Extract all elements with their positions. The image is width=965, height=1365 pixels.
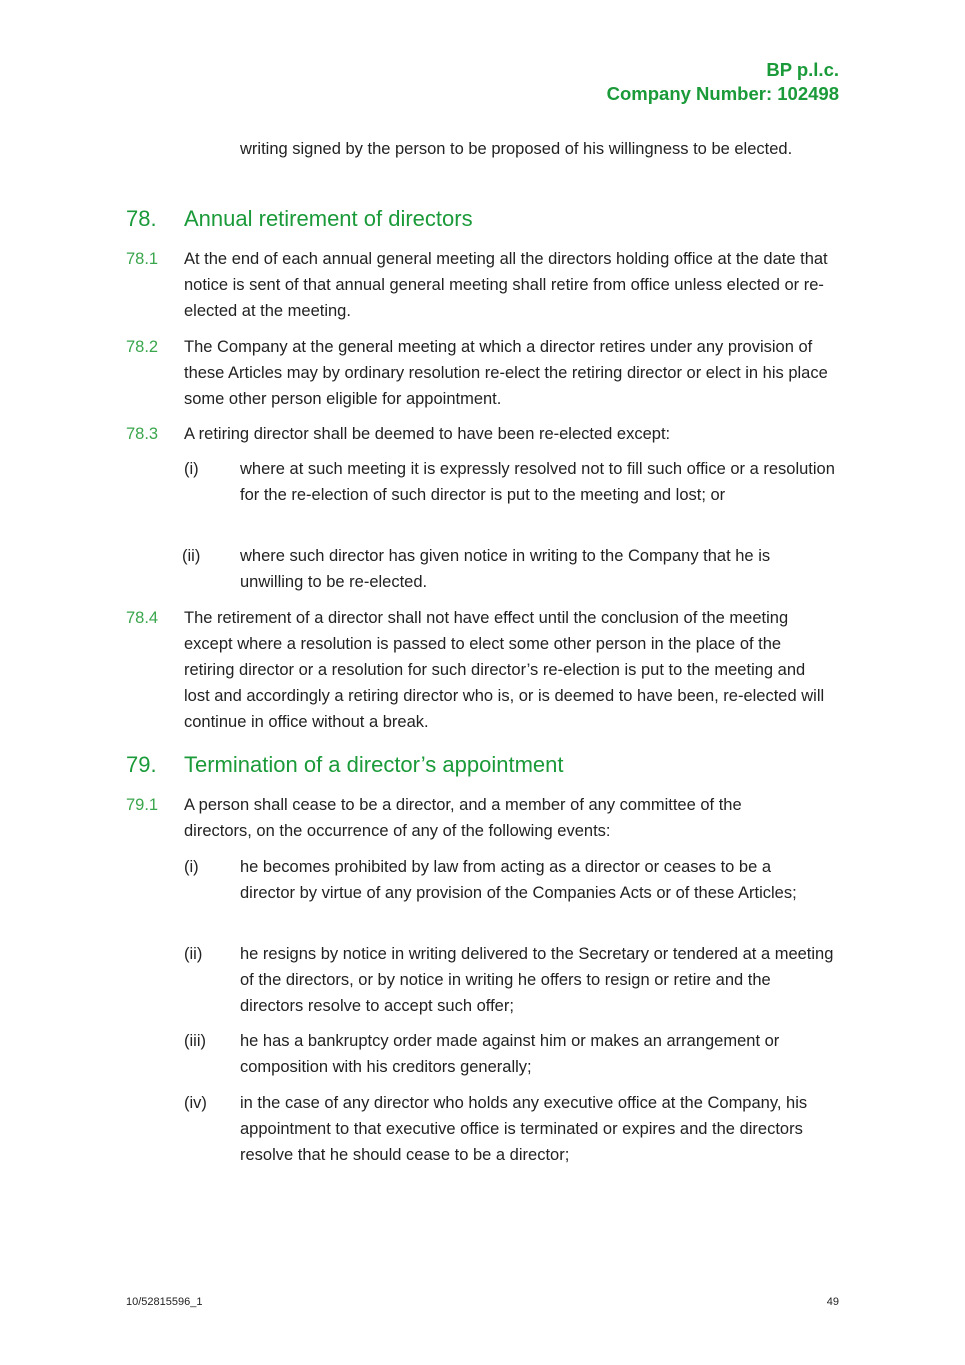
clause-number: 78.1: [126, 250, 159, 268]
continuation-text: writing signed by the person to be proposed of his willingness to be elected.: [240, 140, 793, 158]
item-text: he becomes prohibited by law from acting as a director or ceases to be a director by virtue of any provision of the Companies Acts or of these Articles;: [240, 858, 797, 902]
item-label: (ii): [184, 945, 203, 963]
clause-text: At the end of each annual general meeting all the directors holding office at the date that notice is sent of that annual general meeting shall retire from office unless elected or re-elected at the meeting.: [184, 250, 828, 320]
section-title: Termination of a director’s appointment: [184, 752, 564, 777]
clause-number: 79.1: [126, 796, 159, 814]
clause-number: 78.2: [126, 338, 159, 356]
section-number: 79.: [126, 752, 157, 777]
item-label: (i): [184, 460, 199, 478]
footer-reference: 10/52815596_1: [126, 1296, 203, 1308]
company-number: Company Number: 102498: [606, 83, 839, 104]
item-label: (i): [184, 858, 199, 876]
item-text: he has a bankruptcy order made against him or makes an arrangement or composition with his creditors generally;: [240, 1032, 780, 1076]
item-text: where at such meeting it is expressly resolved not to fill such office or a resolution for the re-election of such director is put to the meeting and lost; or: [240, 460, 835, 504]
clause-text: A person shall cease to be a director, and a member of any committee of the directors, on the occurrence of any of the following events:: [184, 796, 742, 840]
item-text: he resigns by notice in writing delivered to the Secretary or tendered at a meeting of the directors, or by notice in writing he offers to resign or retire and the directors resolve to accept such offer;: [240, 945, 834, 1015]
item-label: (iv): [184, 1094, 207, 1112]
company-name: BP p.l.c.: [766, 59, 839, 80]
clause-number: 78.3: [126, 425, 159, 443]
section-title: Annual retirement of directors: [184, 206, 473, 231]
page-number: 49: [826, 1296, 839, 1308]
page-header: [607, 58, 839, 106]
item-text: in the case of any director who holds any executive office at the Company, his appointment to that executive office is terminated or expires and the directors resolve that he should cease to be a director;: [240, 1094, 808, 1164]
item-label: (ii): [182, 547, 201, 565]
clause-number: 78.4: [126, 609, 159, 627]
section-number: 78.: [126, 206, 157, 231]
clause-text: The retirement of a director shall not have effect until the conclusion of the meeting except where a resolution is passed to elect some other person in the place of the retiring director or a resolution for such director’s re-election is put to the meeting and lost and accordingly a retiring director who is, or is deemed to have been, re-elected will continue in office without a break.: [184, 609, 825, 731]
item-text: where such director has given notice in writing to the Company that he is unwilling to be re-elected.: [240, 547, 771, 591]
item-label: (iii): [184, 1032, 206, 1050]
clause-text: The Company at the general meeting at which a director retires under any provision of these Articles may by ordinary resolution re-elect the retiring director or elect in his place some other person eligible for appointment.: [184, 338, 828, 408]
clause-text: A retiring director shall be deemed to have been re-elected except:: [184, 425, 671, 443]
